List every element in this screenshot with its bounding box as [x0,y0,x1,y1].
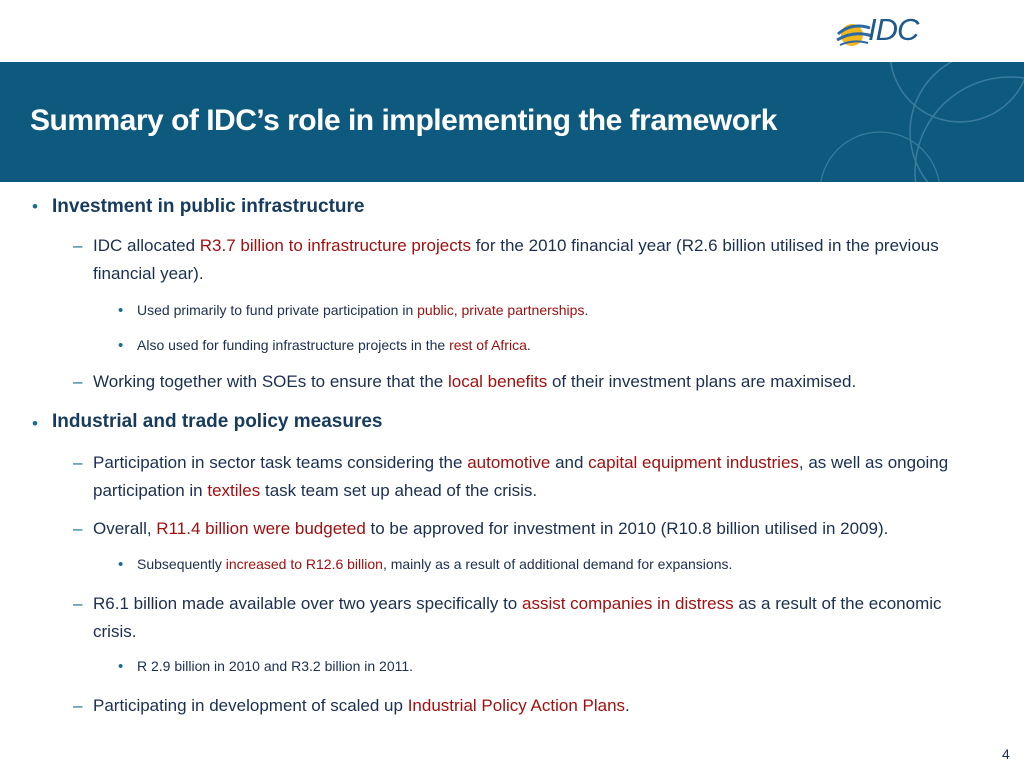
slide-title: Summary of IDC’s role in implementing the framework [30,104,777,137]
dash-icon: – [73,453,83,472]
dash-icon: – [73,236,83,255]
item-overall-budget: Overall, R11.4 billion were budgeted to be approved for investment in 2010 (R10.8 billion utilised in 2009). [93,519,889,538]
subitem-increase: Subsequently increased to R12.6 billion, mainly as a result of additional demand for expansions. [137,556,733,572]
subitem-yearly-split: R 2.9 billion in 2010 and R3.2 billion in 2011. [137,658,414,674]
subitem-ppp: Used primarily to fund private participation in public, private partnerships. [137,302,589,318]
bullet-icon: • [118,556,124,573]
section-heading-trade-policy: Industrial and trade policy measures [52,411,383,432]
dash-icon: – [73,696,83,715]
page-number: 4 [1002,746,1010,762]
bullet-icon: • [118,337,124,354]
dash-icon: – [73,519,83,538]
bullet-icon: • [118,302,124,319]
bullet-icon: • [32,414,38,433]
title-banner [0,62,1024,182]
dash-icon: – [73,372,83,391]
item-soe-local-benefits: Working together with SOEs to ensure that the local benefits of their investment plans are maximised. [93,372,857,391]
bullet-icon: • [118,658,124,675]
item-infrastructure-allocation: IDC allocated R3.7 billion to infrastructure projects for the 2010 financial year (R2.6 billion utilised in the previous financial year). [93,236,939,283]
item-sector-task-teams: Participation in sector task teams considering the automotive and capital equipment industries, as well as ongoing participation in textiles task team set up ahead of the crisis. [93,453,949,500]
subitem-rest-of-africa: Also used for funding infrastructure projects in the rest of Africa. [137,337,531,353]
logo-text: IDC [868,12,919,47]
item-ipap: Participating in development of scaled up Industrial Policy Action Plans. [93,696,630,715]
bullet-icon: • [32,197,38,216]
section-heading-infrastructure: Investment in public infrastructure [52,196,365,217]
item-distress-assistance: R6.1 billion made available over two years specifically to assist companies in distress as a result of the economic crisis. [93,594,942,641]
dash-icon: – [73,594,83,613]
